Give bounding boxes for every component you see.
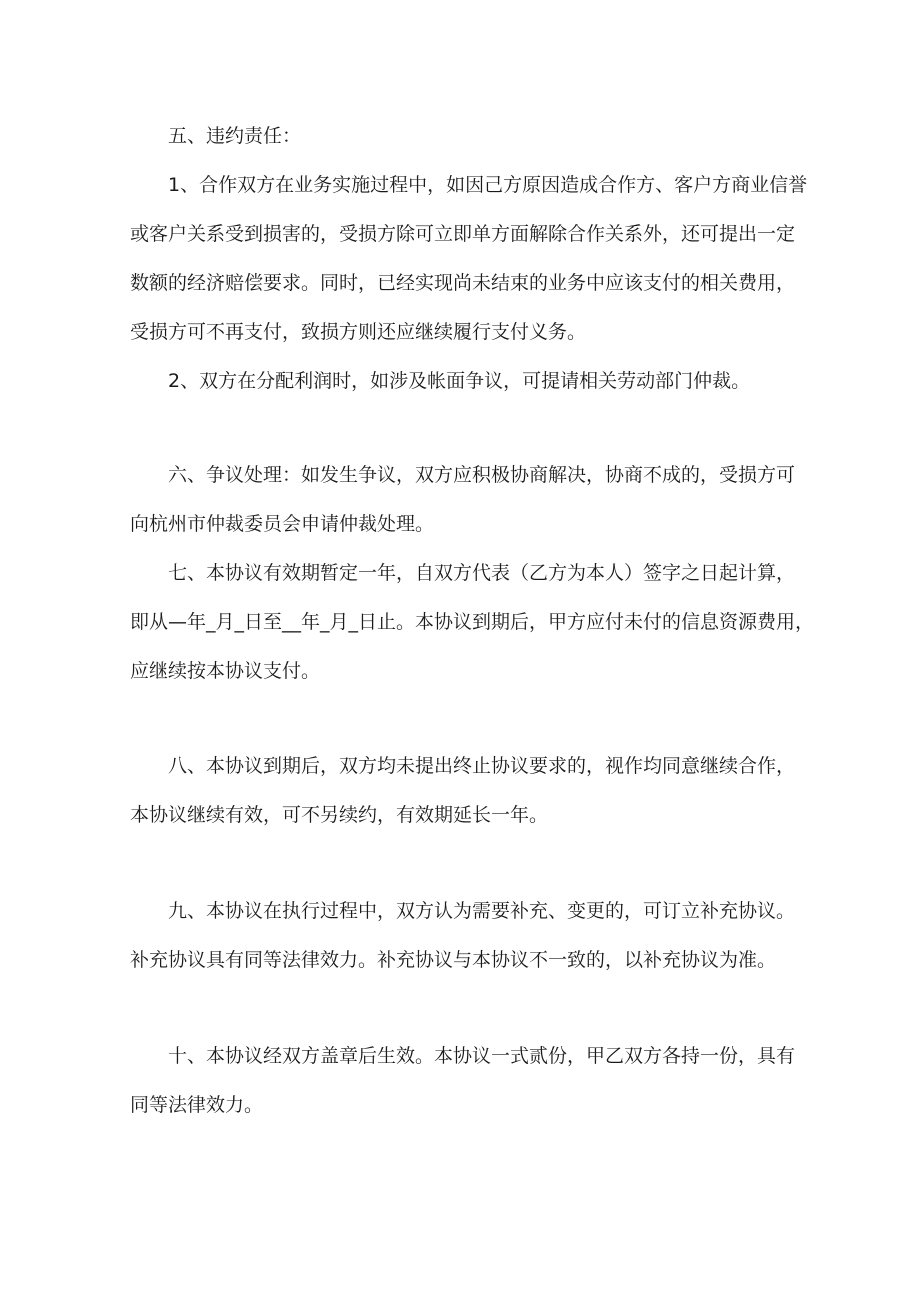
section-heading-9: 九、本协议在执行过程中，双方认为需要补充、变更的，可订立补充协议。: [168, 900, 796, 922]
paragraph-line: 2、双方在分配利润时，如涉及帐面争议，可提请相关劳动部门仲裁。: [168, 370, 751, 392]
paragraph-line: 本协议继续有效，可不另续约，有效期延长一年。: [130, 804, 549, 826]
paragraph-line: 1、合作双方在业务实施过程中，如因己方原因造成合作方、客户方商业信誉: [168, 174, 808, 196]
section-heading-5: 五、违约责任：: [168, 125, 302, 147]
paragraph-line: 数额的经济赔偿要求。同时，已经实现尚未结束的业务中应该支付的相关费用，: [130, 272, 796, 294]
paragraph-line: 受损方可不再支付，致损方则还应继续履行支付义务。: [130, 321, 587, 343]
section-heading-10: 十、本协议经双方盖章后生效。本协议一式贰份，甲乙双方各持一份，具有: [168, 1045, 796, 1067]
paragraph-line: 补充协议具有同等法律效力。补充协议与本协议不一致的，以补充协议为准。: [130, 949, 777, 971]
section-heading-6: 六、争议处理：如发生争议，双方应积极协商解决，协商不成的，受损方可: [168, 464, 796, 486]
paragraph-line: 应继续按本协议支付。: [130, 660, 321, 682]
paragraph-line: 同等法律效力。: [130, 1094, 264, 1116]
section-heading-8: 八、本协议到期后，双方均未提出终止协议要求的，视作均同意继续合作，: [168, 755, 796, 777]
paragraph-line: 向杭州市仲裁委员会申请仲裁处理。: [130, 513, 435, 535]
paragraph-line: 即从—年_月_日至__年_月_日止。本协议到期后，甲方应付未付的信息资源费用，: [130, 611, 815, 633]
section-heading-7: 七、本协议有效期暂定一年，自双方代表（乙方为本人）签字之日起计算，: [168, 562, 796, 584]
paragraph-line: 或客户关系受到损害的，受损方除可立即单方面解除合作关系外，还可提出一定: [130, 223, 796, 245]
